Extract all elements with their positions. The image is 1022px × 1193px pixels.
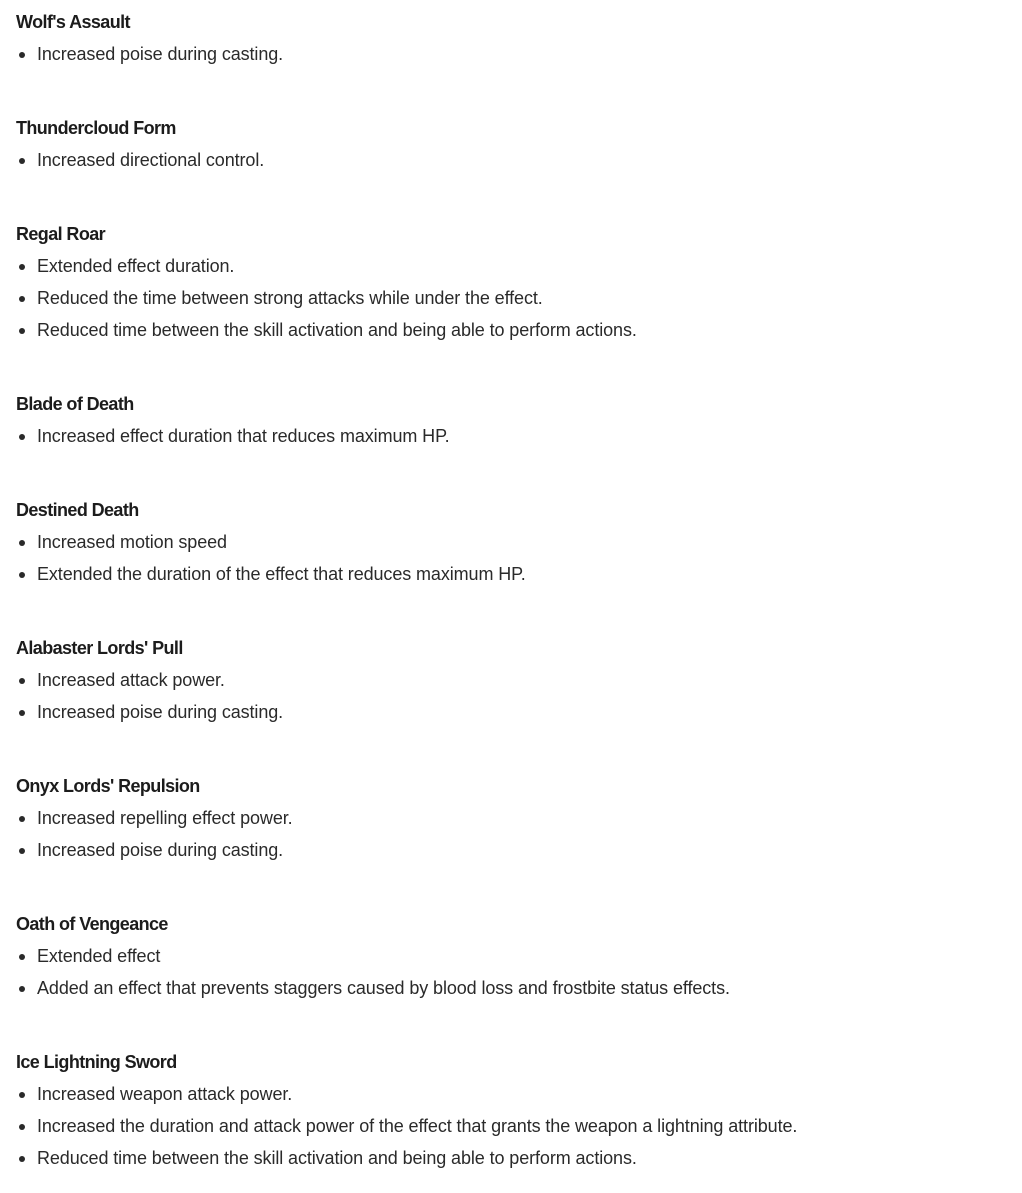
skill-section-thundercloud-form [16,115,1022,173]
skill-section-alabaster-lords-pull [16,635,1022,725]
change-text: Reduced the time between strong attacks while under the effect. [37,288,543,308]
change-text: Increased motion speed [37,532,227,552]
bullet-icon [19,434,25,440]
change-list [16,805,1022,863]
bullet-icon [19,1156,25,1162]
change-text: Reduced time between the skill activation and being able to perform actions. [37,320,637,340]
bullet-icon [19,296,25,302]
change-text: Increased attack power. [37,670,225,690]
section-title: Blade of Death [16,394,134,414]
change-text: Extended effect [37,946,161,966]
change-list [16,943,1022,1001]
change-text: Increased poise during casting. [37,840,284,860]
bullet-icon [19,816,25,822]
list-item [16,943,1022,969]
skill-section-onyx-lords-repulsion [16,773,1022,863]
change-list [16,529,1022,587]
list-item [16,423,1022,449]
list-item [16,667,1022,693]
change-text: Increased the duration and attack power of the effect that grants the weapon a lightning attribute. [37,1116,798,1136]
bullet-icon [19,572,25,578]
change-text: Increased effect duration that reduces maximum HP. [37,426,450,446]
change-text: Increased directional control. [37,150,265,170]
list-item [16,699,1022,725]
bullet-icon [19,158,25,164]
change-list [16,423,1022,449]
skill-section-ice-lightning-sword [16,1049,1022,1171]
bullet-icon [19,954,25,960]
section-title: Destined Death [16,500,139,520]
section-title: Oath of Vengeance [16,914,168,934]
section-title: Thundercloud Form [16,118,176,138]
change-text: Reduced time between the skill activation and being able to perform actions. [37,1148,637,1168]
change-list [16,1081,1022,1171]
change-text: Added an effect that prevents staggers caused by blood loss and frostbite status effects. [37,978,730,998]
bullet-icon [19,264,25,270]
list-item [16,837,1022,863]
list-item [16,529,1022,555]
list-item [16,1081,1022,1107]
section-title: Wolf's Assault [16,12,130,32]
list-item [16,561,1022,587]
list-item [16,147,1022,173]
bullet-icon [19,1092,25,1098]
change-text: Increased poise during casting. [37,702,284,722]
change-list [16,41,1022,67]
bullet-icon [19,328,25,334]
bullet-icon [19,1124,25,1130]
list-item [16,317,1022,343]
section-title: Alabaster Lords' Pull [16,638,183,658]
section-title: Regal Roar [16,224,106,244]
list-item [16,805,1022,831]
section-title: Ice Lightning Sword [16,1052,177,1072]
skill-section-regal-roar [16,221,1022,343]
bullet-icon [19,986,25,992]
change-list [16,667,1022,725]
change-text: Increased weapon attack power. [37,1084,293,1104]
skill-section-oath-of-vengeance [16,911,1022,1001]
list-item [16,285,1022,311]
change-list [16,253,1022,343]
list-item [16,1145,1022,1171]
list-item [16,253,1022,279]
bullet-icon [19,848,25,854]
bullet-icon [19,52,25,58]
bullet-icon [19,540,25,546]
change-list [16,147,1022,173]
list-item [16,1113,1022,1139]
change-text: Extended the duration of the effect that reduces maximum HP. [37,564,526,584]
section-title: Onyx Lords' Repulsion [16,776,200,796]
bullet-icon [19,678,25,684]
skill-section-destined-death [16,497,1022,587]
change-text: Extended effect duration. [37,256,235,276]
list-item [16,975,1022,1001]
change-text: Increased poise during casting. [37,44,284,64]
skill-section-blade-of-death [16,391,1022,449]
bullet-icon [19,710,25,716]
change-text: Increased repelling effect power. [37,808,293,828]
list-item [16,41,1022,67]
skill-section-wolfs-assault [16,9,1022,67]
